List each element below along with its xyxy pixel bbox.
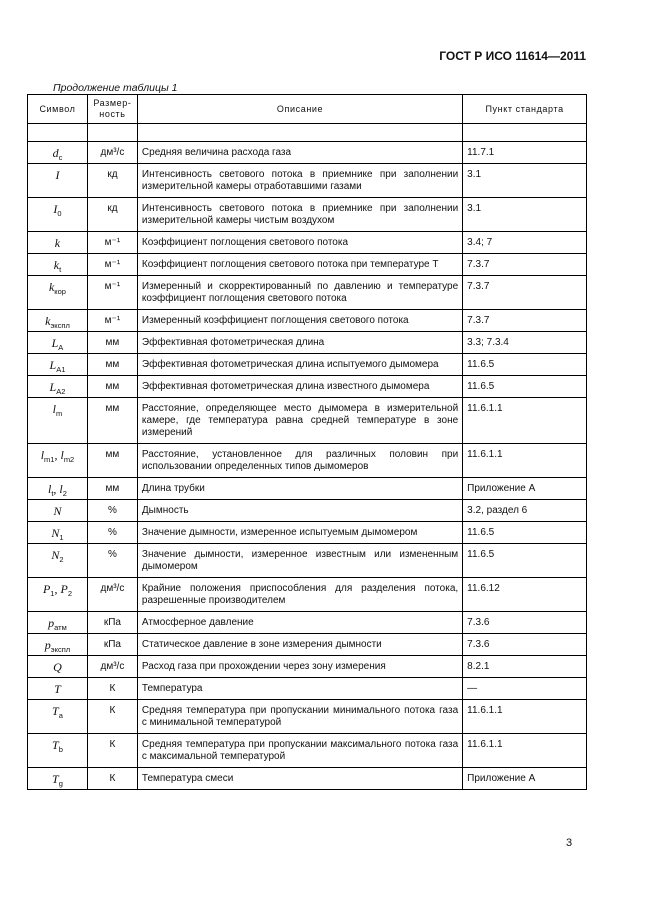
symbol-cell: Q <box>28 656 88 678</box>
symbol-cell: $p_{экспл}$ <box>28 634 88 656</box>
unit-cell: К <box>87 768 137 790</box>
table-row <box>28 500 587 522</box>
reference-cell: 7.3.6 <box>463 634 587 656</box>
description-cell: Атмосферное давление <box>137 612 462 634</box>
symbol-cell: $L_A$ <box>28 332 88 354</box>
description-cell: Средняя величина расхода газа <box>137 142 462 164</box>
reference-cell: 11.7.1 <box>463 142 587 164</box>
table-row <box>28 768 587 790</box>
reference-cell: 11.6.1.1 <box>463 444 587 478</box>
description-cell: Интенсивность светового потока в приемнике при заполнении измерительной камеры чистым воздухом <box>137 198 462 232</box>
symbol-cell: $I_0$ <box>28 198 88 232</box>
reference-cell: 8.2.1 <box>463 656 587 678</box>
description-cell: Крайние положения приспособления для разделения потока, разрешенные производителем <box>137 578 462 612</box>
table-row <box>28 276 587 310</box>
unit-cell: кд <box>87 164 137 198</box>
symbol-cell: k <box>28 232 88 254</box>
table-row <box>28 734 587 768</box>
description-cell: Интенсивность светового потока в приемнике при заполнении измерительной камеры отработавшими газами <box>137 164 462 198</box>
symbol-cell: $k_{экспл}$ <box>28 310 88 332</box>
unit-cell: дм³/с <box>87 656 137 678</box>
header-spacer-row <box>28 124 587 142</box>
page-number: 3 <box>566 837 573 849</box>
table-row <box>28 310 587 332</box>
symbol-cell: $d_c$ <box>28 142 88 164</box>
table-row <box>28 254 587 276</box>
description-cell: Длина трубки <box>137 478 462 500</box>
reference-cell: 3.1 <box>463 164 587 198</box>
symbol-cell: $T_g$ <box>28 768 88 790</box>
reference-cell: 11.6.5 <box>463 544 587 578</box>
column-header-reference: Пункт стандарта <box>463 95 587 124</box>
column-header-description: Описание <box>137 95 462 124</box>
description-cell: Эффективная фотометрическая длина известного дымомера <box>137 376 462 398</box>
table-row <box>28 164 587 198</box>
reference-cell: 7.3.6 <box>463 612 587 634</box>
unit-cell: мм <box>87 376 137 398</box>
standard-designation: ГОСТ Р ИСО 11614—2011 <box>439 49 586 63</box>
unit-cell: м⁻¹ <box>87 254 137 276</box>
symbol-cell: $T_b$ <box>28 734 88 768</box>
description-cell: Коэффициент поглощения светового потока <box>137 232 462 254</box>
symbol-cell: $L_{A2}$ <box>28 376 88 398</box>
unit-cell: мм <box>87 478 137 500</box>
symbol-cell: $l_t$, $l_2$ <box>28 478 88 500</box>
symbol-cell: $k_{кор}$ <box>28 276 88 310</box>
table-row <box>28 544 587 578</box>
table-row <box>28 634 587 656</box>
reference-cell: 3.4; 7 <box>463 232 587 254</box>
reference-cell: 3.3; 7.3.4 <box>463 332 587 354</box>
symbol-cell: $T_a$ <box>28 700 88 734</box>
table-header-row <box>28 95 587 124</box>
symbol-cell: $P_1$, $P_2$ <box>28 578 88 612</box>
table-row <box>28 478 587 500</box>
unit-cell: мм <box>87 354 137 376</box>
table-row <box>28 678 587 700</box>
unit-cell: дм³/с <box>87 578 137 612</box>
symbol-cell: $N_2$ <box>28 544 88 578</box>
reference-cell: 3.2, раздел 6 <box>463 500 587 522</box>
unit-cell: К <box>87 678 137 700</box>
reference-cell: 11.6.5 <box>463 376 587 398</box>
column-header-unit: Размер- ность <box>87 95 137 124</box>
reference-cell: 11.6.12 <box>463 578 587 612</box>
reference-cell: 11.6.5 <box>463 354 587 376</box>
reference-cell: 7.3.7 <box>463 310 587 332</box>
reference-cell: 11.6.1.1 <box>463 398 587 444</box>
table-row <box>28 354 587 376</box>
table-row <box>28 198 587 232</box>
unit-cell: мм <box>87 398 137 444</box>
reference-cell: 7.3.7 <box>463 276 587 310</box>
table-row <box>28 332 587 354</box>
unit-cell: м⁻¹ <box>87 232 137 254</box>
symbol-cell: I <box>28 164 88 198</box>
table-row <box>28 522 587 544</box>
unit-cell: дм³/с <box>87 142 137 164</box>
description-cell: Средняя температура при пропускании минимального потока газа с минимальной температурой <box>137 700 462 734</box>
symbol-cell: $k_t$ <box>28 254 88 276</box>
reference-cell: 11.6.1.1 <box>463 700 587 734</box>
description-cell: Расстояние, определяющее место дымомера в измерительной камере, где температура равна средней температуре в зоне измерений <box>137 398 462 444</box>
description-cell: Эффективная фотометрическая длина <box>137 332 462 354</box>
description-cell: Значение дымности, измеренное известным или измененным дымомером <box>137 544 462 578</box>
table-row <box>28 398 587 444</box>
description-cell: Коэффициент поглощения светового потока при температуре T <box>137 254 462 276</box>
unit-cell: м⁻¹ <box>87 276 137 310</box>
table-row <box>28 142 587 164</box>
unit-cell: К <box>87 700 137 734</box>
reference-cell: Приложение A <box>463 768 587 790</box>
reference-cell: 11.6.1.1 <box>463 734 587 768</box>
reference-cell: 3.1 <box>463 198 587 232</box>
unit-cell: % <box>87 500 137 522</box>
unit-cell: кПа <box>87 612 137 634</box>
unit-cell: кд <box>87 198 137 232</box>
table-continuation-caption: Продолжение таблицы 1 <box>53 82 178 94</box>
unit-cell: мм <box>87 444 137 478</box>
description-cell: Расстояние, установленное для различных половин при использовании определенных типов дымомеров <box>137 444 462 478</box>
unit-cell: % <box>87 544 137 578</box>
description-cell: Эффективная фотометрическая длина испытуемого дымомера <box>137 354 462 376</box>
symbol-cell: $l_m$ <box>28 398 88 444</box>
symbols-table <box>27 94 587 790</box>
symbol-cell: $p_{атм}$ <box>28 612 88 634</box>
description-cell: Статическое давление в зоне измерения дымности <box>137 634 462 656</box>
reference-cell: — <box>463 678 587 700</box>
description-cell: Средняя температура при пропускании максимального потока газа с максимальной температурой <box>137 734 462 768</box>
symbol-cell: $L_{A1}$ <box>28 354 88 376</box>
reference-cell: Приложение A <box>463 478 587 500</box>
description-cell: Измеренный и скорректированный по давлению и температуре коэффициент поглощения светового потока <box>137 276 462 310</box>
description-cell: Дымность <box>137 500 462 522</box>
table-row <box>28 656 587 678</box>
reference-cell: 11.6.5 <box>463 522 587 544</box>
unit-cell: К <box>87 734 137 768</box>
description-cell: Измеренный коэффициент поглощения светового потока <box>137 310 462 332</box>
column-header-symbol: Символ <box>28 95 88 124</box>
unit-cell: % <box>87 522 137 544</box>
unit-cell: кПа <box>87 634 137 656</box>
description-cell: Расход газа при прохождении через зону измерения <box>137 656 462 678</box>
table-row <box>28 444 587 478</box>
description-cell: Температура смеси <box>137 768 462 790</box>
symbol-cell: T <box>28 678 88 700</box>
description-cell: Значение дымности, измеренное испытуемым дымомером <box>137 522 462 544</box>
table-row <box>28 376 587 398</box>
description-cell: Температура <box>137 678 462 700</box>
symbol-cell: $N_1$ <box>28 522 88 544</box>
table-row <box>28 612 587 634</box>
reference-cell: 7.3.7 <box>463 254 587 276</box>
table-row <box>28 232 587 254</box>
table-row <box>28 578 587 612</box>
unit-cell: м⁻¹ <box>87 310 137 332</box>
unit-cell: мм <box>87 332 137 354</box>
table-row <box>28 700 587 734</box>
symbol-cell: $l_{m1}$, $l_{m2}$ <box>28 444 88 478</box>
symbol-cell: N <box>28 500 88 522</box>
